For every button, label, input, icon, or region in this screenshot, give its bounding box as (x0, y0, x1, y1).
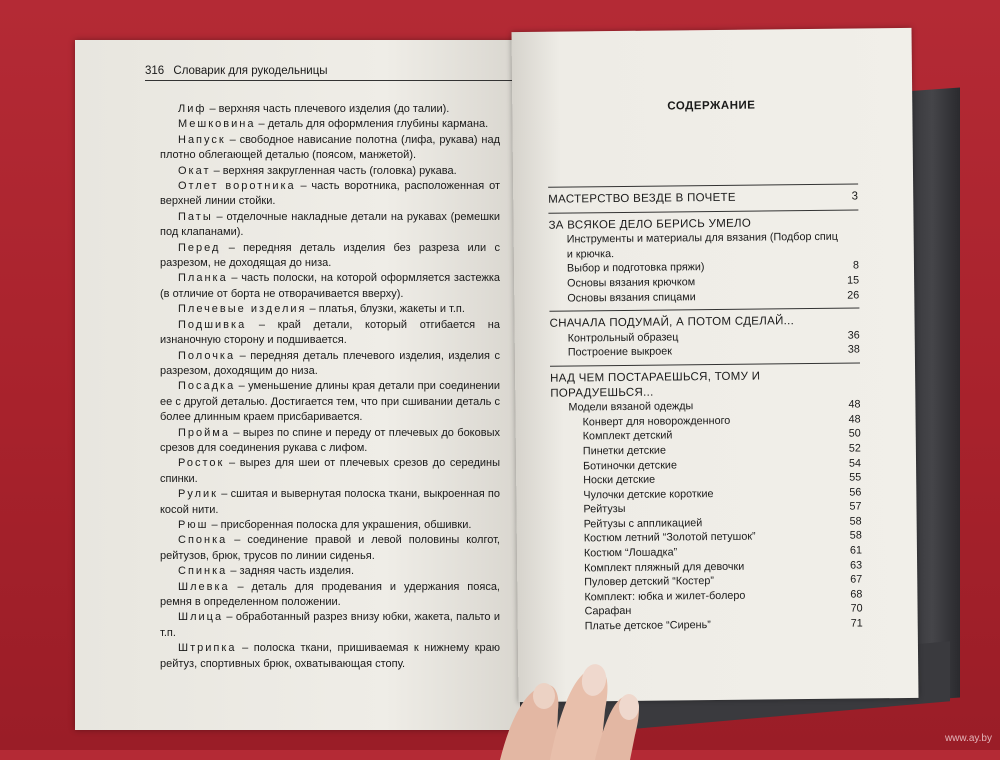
toc-page-number: 58 (849, 529, 862, 543)
toc-row (550, 368, 860, 400)
toc-entry-text: Костюм “Лошадка” (583, 546, 678, 560)
toc-entry-text: Рейтузы (583, 503, 626, 516)
glossary-entry (160, 241, 500, 272)
glossary-entry (160, 518, 500, 533)
glossary-entry (160, 349, 500, 380)
hand-fingers (490, 650, 670, 760)
toc-entry-text: Основы вязания крючком (567, 276, 696, 290)
glossary-definition: – часть полоски, на которой оформляется застежка (в отличие от борта не отворачивается вверху). (160, 272, 500, 300)
toc-entry-text: Чулочки детские короткие (583, 487, 714, 502)
glossary-definition: – верхняя часть плечевого изделия (до талии). (206, 103, 450, 115)
glossary-entry (160, 641, 500, 672)
glossary-entry (160, 426, 500, 457)
toc-page-number: 26 (847, 289, 860, 302)
toc-entry-text: Инструменты и материалы для вязания (Подбор спиц и крючка. (566, 230, 838, 261)
toc-page-number: 15 (847, 274, 860, 287)
glossary-term: Лиф (178, 103, 207, 115)
running-title: Словарик для рукодельницы (173, 65, 328, 77)
glossary-entry (160, 164, 500, 179)
glossary-term: Посадка (178, 380, 236, 393)
toc-entry-text: Построение выкроек (567, 345, 673, 359)
glossary-term: Спонка (178, 534, 228, 547)
glossary-entry (160, 580, 500, 611)
toc-page-number: 56 (849, 486, 862, 499)
left-page (75, 40, 520, 730)
toc-row (553, 616, 863, 634)
glossary-entry (160, 271, 500, 302)
toc-entry-text: Контрольный образец (567, 331, 679, 345)
glossary (160, 102, 500, 672)
glossary-definition: – платья, блузки, жакеты и т.п. (306, 303, 465, 316)
glossary-definition: – верхняя закругленная часть (головка) рукава. (210, 164, 457, 177)
toc-page-number: 61 (849, 544, 863, 557)
glossary-definition: – задняя часть изделия. (227, 565, 355, 578)
toc-divider (550, 362, 860, 366)
glossary-definition: – часть воротника, расположенная от верхней линии стойки. (160, 180, 500, 208)
toc-entry-text: Пуловер детский “Костер” (584, 575, 714, 589)
toc-page-number: 48 (848, 413, 861, 426)
toc-entry-text: Пинетки детские (582, 444, 666, 458)
toc-page-number: 63 (850, 559, 863, 572)
glossary-entry (160, 456, 500, 487)
glossary-entry (160, 117, 500, 132)
glossary-definition: – вырез по спине и переду от плечевых до боковых срезов для соединения рукава с лифом. (160, 426, 500, 454)
glossary-term: Планка (178, 272, 228, 285)
glossary-definition: – край детали, который отгибается на изнаночную сторону и подшивается. (160, 318, 500, 347)
toc-page-number: 38 (847, 343, 860, 356)
glossary-definition: – полоска ткани, пришиваемая к нижнему краю рейтуз, спортивных брюк, охватывающая стопу. (160, 642, 500, 670)
glossary-definition: – вырез для шеи от плечевых срезов до середины спинки. (160, 457, 500, 485)
glossary-term: Напуск (178, 133, 226, 146)
toc-entry-text: Платье детское “Сирень” (584, 619, 711, 633)
glossary-term: Штрипка (178, 642, 237, 655)
glossary-entry (160, 302, 500, 317)
glossary-entry (160, 133, 500, 164)
toc-entry-text: Комплект: юбка и жилет-болеро (584, 589, 746, 604)
toc-entry-text: Комплект пляжный для девочки (584, 560, 745, 575)
glossary-definition: – деталь для продевания и удержания пояса, ремня в определенном положении. (160, 580, 500, 608)
toc-entry-text: Сарафан (584, 605, 632, 618)
toc-page-number: 52 (848, 442, 861, 455)
toc-page-number: 58 (849, 515, 862, 528)
toc-page-number: 70 (850, 602, 863, 616)
toc-divider (548, 209, 858, 213)
toc-entry-text: Конверт для новорожденного (582, 414, 731, 429)
glossary-definition: – уменьшение длины края детали при соединении ее с другой деталью. Достигается тем, что при сшивании деталь с более длинным краем присбаривается. (160, 380, 500, 424)
toc-page-number: 68 (850, 588, 863, 601)
glossary-term: Росток (178, 457, 225, 470)
toc-page-number: 57 (849, 500, 862, 513)
toc-entry-text: ЗА ВСЯКОЕ ДЕЛО БЕРИСЬ УМЕЛО (548, 217, 752, 232)
running-head (145, 65, 545, 81)
toc-title: СОДЕРЖАНИЕ (667, 99, 756, 113)
watermark: www.ay.by (944, 733, 992, 744)
glossary-term: Окат (178, 164, 211, 177)
glossary-term: Паты (178, 210, 213, 223)
glossary-entry (160, 533, 500, 564)
glossary-entry (160, 564, 500, 579)
glossary-term: Спинка (178, 565, 228, 578)
glossary-entry (160, 179, 500, 210)
glossary-term: Отлет воротника (178, 180, 296, 193)
toc-divider (548, 183, 858, 187)
toc-row (548, 189, 858, 207)
glossary-entry (160, 210, 500, 241)
glossary-definition: – присборенная полоска для украшения, обшивки. (208, 518, 472, 531)
glossary-term: Плечевые изделия (178, 303, 307, 316)
glossary-term: Мешковина (178, 118, 256, 131)
toc-page-number (840, 368, 860, 397)
glossary-entry (160, 102, 500, 117)
toc-entry-text: Костюм летний “Золотой петушок” (583, 531, 756, 545)
toc-divider (549, 308, 859, 312)
glossary-term: Полочка (178, 349, 236, 362)
glossary-entry (160, 318, 500, 349)
toc-entry-text: Основы вязания спицами (567, 290, 696, 305)
glossary-term: Шлевка (178, 580, 230, 593)
toc-entry-text: МАСТЕРСТВО ВЕЗДЕ В ПОЧЕТЕ (548, 191, 736, 206)
toc-entry-text: Выбор и подготовка пряжи) (566, 261, 705, 275)
toc-entry-text: Модели вязаной одежды (568, 400, 694, 414)
glossary-entry (160, 487, 500, 518)
toc-entry-text: Ботиночки детские (582, 458, 677, 472)
toc-page-number (838, 215, 858, 230)
right-page (512, 28, 919, 702)
glossary-entry (160, 379, 500, 425)
toc-entry-text: Носки детские (583, 473, 656, 487)
toc-page-number: 55 (849, 471, 862, 484)
glossary-term: Перед (178, 241, 221, 254)
table-of-contents (548, 178, 863, 634)
toc-page-number: 67 (850, 573, 863, 586)
glossary-term: Подшивка (178, 318, 247, 331)
page-number: 316 (145, 65, 165, 77)
toc-page-number: 3 (851, 190, 859, 203)
toc-entry-text: НАД ЧЕМ ПОСТАРАЕШЬСЯ, ТОМУ И ПОРАДУЕШЬСЯ... (550, 370, 761, 400)
glossary-term: Рулик (178, 488, 218, 501)
toc-entry-text: Комплект детский (582, 429, 673, 443)
toc-entry-text: Рейтузы с аппликацией (583, 517, 703, 531)
toc-page-number: 36 (847, 329, 860, 342)
glossary-definition: – передняя деталь плечевого изделия, изделия с разрезом, доходящим до низа. (160, 349, 500, 377)
toc-row (550, 343, 860, 361)
toc-page-number: 54 (848, 456, 862, 470)
glossary-definition: – соединение правой и левой половины колгот, рейтузов, брюк, трусов по линии сиденья. (160, 534, 500, 562)
glossary-term: Шлица (178, 611, 224, 624)
toc-page-number: 71 (850, 617, 863, 630)
glossary-definition: – передняя деталь изделия без разреза или с разрезом, не доходящая до низа. (160, 241, 500, 270)
toc-page-number (839, 230, 859, 259)
toc-page-number: 50 (848, 427, 861, 440)
toc-page-number: 8 (852, 259, 860, 272)
glossary-definition: – деталь для оформления глубины кармана. (255, 118, 489, 131)
glossary-definition: – обработанный разрез внизу юбки, жакета, пальто и т.п. (160, 611, 500, 639)
glossary-definition: – сшитая и вывернутая полоска ткани, выкроенная по косой нити. (160, 488, 500, 516)
glossary-term: Пройма (178, 426, 230, 439)
toc-page-number: 48 (848, 398, 861, 411)
glossary-definition: – свободное нависание полотна (лифа, рукава) над плотно облегающей деталью (поясом, манжетой). (160, 133, 500, 162)
glossary-term: Рюш (178, 518, 209, 531)
toc-page-number (839, 314, 859, 329)
glossary-definition: – отделочные накладные детали на рукавах (ремешки под клапанами). (160, 210, 500, 239)
glossary-entry (160, 610, 500, 641)
toc-row (549, 230, 859, 262)
toc-entry-text: СНАЧАЛА ПОДУМАЙ, А ПОТОМ СДЕЛАЙ... (549, 315, 795, 330)
toc-row (549, 288, 859, 306)
